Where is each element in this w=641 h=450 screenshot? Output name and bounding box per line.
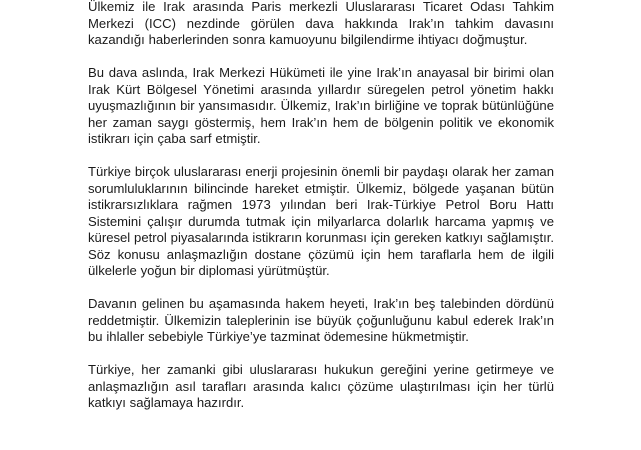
paragraph-closing-statement: Türkiye, her zamanki gibi uluslararası hukukun gereğini yerine getirmeye ve anlaşmazlığın asıl tarafları arasında kalıcı çözüme ulaştırılması için her türlü katkıyı sağlamaya hazırdır. (88, 362, 554, 410)
paragraph-pipeline-responsibility: Türkiye birçok uluslararası enerji projesinin önemli bir paydaşı olarak her zaman sorumluluklarının bilincinde hareket etmiştir. Ülkemiz, bölgede yaşanan bütün istikrarsızlıklara rağmen 1973 yılından beri Irak-Türkiye Petrol Boru Hattı Sistemini çalışır durumda tutmak için milyarlarca dolarlık harcama yapmış ve küresel petrol piyasalarında istikrarın korunması için gereken katkıyı sağlamıştır. Söz konusu anlaşmazlığın dostane çözümü için hem taraflarla hem de ilgili ülkelerle yoğun bir diplomasi yürütmüştür. (88, 164, 554, 278)
paragraph-tribunal-decision: Davanın gelinen bu aşamasında hakem heyeti, Irak’ın beş talebinden dördünü reddetmiştir. Ülkemizin taleplerinin ise büyük çoğunluğunu kabul ederek Irak’ın bu ihlaller sebebiyle Türkiye’ye tazminat ödemesine hükmetmiştir. (88, 296, 554, 344)
paragraph-dispute-background: Bu dava aslında, Irak Merkezi Hükümeti ile yine Irak’ın anayasal bir birimi olan Irak Kürt Bölgesel Yönetimi arasında yıllardır süregelen petrol yönetim hakkı uyuşmazlığının bir yansımasıdır. Ülkemiz, Irak’ın birliğine ve toprak bütünlüğüne her zaman saygı göstermiş, hem Irak’ın hem de bölgenin politik ve ekonomik istikrarı için çaba sarf etmiştir. (88, 65, 554, 146)
statement-document (88, 0, 554, 428)
paragraph-arbitration-intro: Ülkemiz ile Irak arasında Paris merkezli Uluslararası Ticaret Odası Tahkim Merkezi (ICC) nezdinde görülen dava hakkında Irak’ın tahkim davasını kazandığı haberlerinden sonra kamuoyunu bilgilendirme ihtiyacı doğmuştur. (88, 0, 554, 47)
